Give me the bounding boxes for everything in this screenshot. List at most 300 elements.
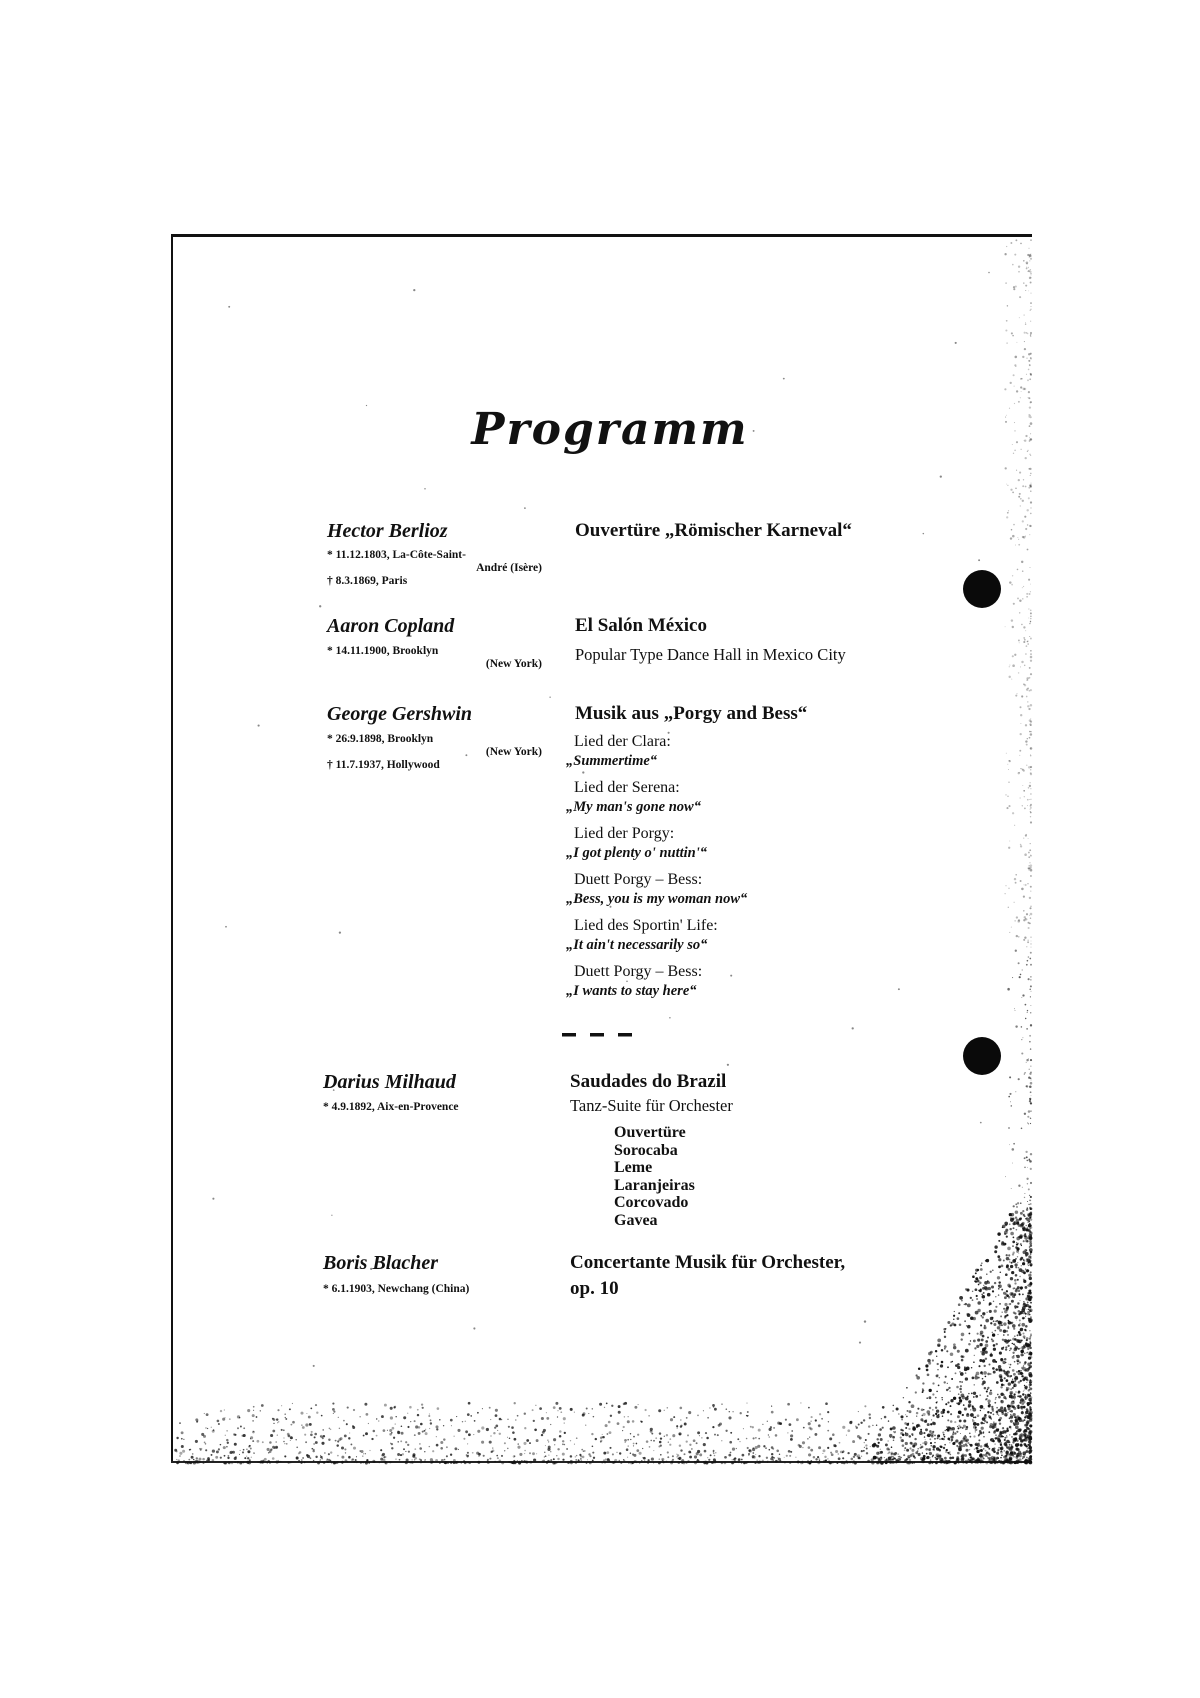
scan-speck xyxy=(1010,537,1012,539)
scan-speck xyxy=(1006,1254,1008,1256)
scan-speck xyxy=(1020,1348,1021,1349)
scan-speck xyxy=(686,1417,688,1419)
scan-speck xyxy=(959,1397,962,1400)
scan-speck xyxy=(952,1457,955,1460)
scan-speck xyxy=(647,1462,649,1464)
scan-speck xyxy=(328,1453,330,1455)
scan-speck xyxy=(424,1451,425,1452)
scan-speck xyxy=(929,1407,931,1409)
scan-speck xyxy=(1026,1304,1029,1307)
scan-speck xyxy=(492,1448,493,1449)
scan-speck xyxy=(973,1396,975,1398)
scan-speck xyxy=(1007,485,1008,486)
scan-speck xyxy=(1019,317,1020,318)
scan-speck xyxy=(960,1391,962,1393)
scan-speck xyxy=(609,1447,611,1449)
scan-speck xyxy=(1009,841,1010,842)
scan-speck xyxy=(296,1446,298,1448)
scan-speck xyxy=(1021,1289,1022,1290)
scan-speck xyxy=(968,1405,971,1408)
scan-speck xyxy=(1012,655,1014,657)
scan-speck xyxy=(1026,913,1028,915)
scan-speck xyxy=(1007,1339,1010,1342)
scan-speck xyxy=(776,1450,779,1453)
scan-speck xyxy=(1029,1413,1031,1415)
scan-speck xyxy=(645,1409,647,1411)
scan-speck xyxy=(1000,1272,1002,1274)
scan-speck xyxy=(592,1460,594,1462)
scan-speck xyxy=(1014,654,1016,656)
scan-speck xyxy=(422,1431,424,1433)
scan-speck xyxy=(237,1461,240,1464)
scan-speck xyxy=(1018,1391,1020,1393)
scan-speck xyxy=(424,1459,425,1460)
scan-speck xyxy=(608,1421,611,1424)
scan-speck xyxy=(514,1402,516,1404)
scan-speck xyxy=(957,1426,958,1427)
scan-speck xyxy=(313,1443,314,1444)
scan-speck xyxy=(940,475,942,477)
scan-speck xyxy=(1017,1302,1019,1304)
scan-speck xyxy=(941,1349,944,1352)
scan-speck xyxy=(1027,701,1028,702)
scan-speck xyxy=(859,1437,862,1440)
scan-speck xyxy=(397,1453,400,1456)
scan-speck xyxy=(923,1457,925,1459)
scan-speck xyxy=(401,1425,403,1427)
scan-speck xyxy=(1029,1384,1031,1386)
scan-speck xyxy=(771,1456,773,1458)
scan-speck xyxy=(1006,1379,1009,1382)
scan-speck xyxy=(944,1336,946,1338)
scan-speck xyxy=(229,1418,231,1420)
scan-speck xyxy=(1025,1388,1027,1390)
scan-speck xyxy=(1030,1118,1031,1119)
work-subtitle: Tanz-Suite für Orchester xyxy=(570,1096,733,1115)
scan-speck xyxy=(787,1432,788,1433)
scan-speck xyxy=(971,1393,973,1395)
scan-speck xyxy=(818,1446,821,1449)
scan-speck xyxy=(998,1365,1001,1368)
scan-speck xyxy=(922,1391,924,1393)
scan-speck xyxy=(980,1422,983,1425)
scan-speck xyxy=(1029,378,1031,380)
scan-speck xyxy=(955,1372,957,1374)
scan-speck xyxy=(999,1352,1002,1355)
scan-speck xyxy=(1025,1330,1026,1331)
scan-speck xyxy=(290,1440,291,1441)
scan-speck xyxy=(1028,978,1030,980)
scan-speck xyxy=(937,1374,938,1375)
scan-speck xyxy=(946,1428,948,1430)
scan-speck xyxy=(301,1459,303,1461)
scan-speck xyxy=(1027,805,1028,806)
scan-speck xyxy=(584,1450,585,1451)
scan-speck xyxy=(1016,1229,1018,1231)
scan-speck xyxy=(647,1459,649,1461)
scan-speck xyxy=(1027,1352,1029,1354)
work-title: Saudades do Brazil xyxy=(570,1071,727,1092)
scan-speck xyxy=(935,1350,937,1352)
scan-speck xyxy=(1015,488,1017,490)
scan-speck xyxy=(395,1458,396,1459)
scan-speck xyxy=(1014,1335,1016,1337)
scan-speck xyxy=(788,1450,791,1453)
scan-speck xyxy=(1024,1233,1026,1235)
scan-speck xyxy=(548,1446,551,1449)
scan-speck xyxy=(903,1462,904,1463)
scan-speck xyxy=(819,1413,821,1415)
scan-speck xyxy=(998,1288,1000,1290)
scan-speck xyxy=(436,1428,438,1430)
scan-speck xyxy=(953,1397,956,1400)
scan-speck xyxy=(777,1457,778,1458)
scan-speck xyxy=(828,1461,830,1463)
scan-speck xyxy=(992,1448,993,1449)
scan-speck xyxy=(1029,1425,1031,1427)
scan-speck xyxy=(548,1455,549,1456)
scan-speck xyxy=(1025,1411,1029,1415)
movement-item: Laranjeiras xyxy=(614,1176,695,1194)
scan-speck xyxy=(809,1436,810,1437)
scan-speck xyxy=(1007,305,1008,306)
scan-speck xyxy=(732,1459,733,1460)
scan-speck xyxy=(619,1460,621,1462)
scan-speck xyxy=(935,1397,937,1399)
scan-speck xyxy=(269,1462,270,1463)
scan-speck xyxy=(907,1410,909,1412)
scan-speck xyxy=(996,1436,999,1439)
scan-speck xyxy=(1024,1167,1025,1168)
scan-speck xyxy=(852,1027,854,1029)
scan-speck xyxy=(270,1449,272,1451)
scan-speck xyxy=(1030,1099,1031,1100)
scan-speck xyxy=(454,1447,457,1450)
scan-speck xyxy=(570,1408,573,1411)
scan-speck xyxy=(817,1456,819,1458)
scan-speck xyxy=(785,1419,787,1421)
scan-speck xyxy=(827,1430,829,1432)
scan-speck xyxy=(1030,273,1032,275)
scan-speck xyxy=(827,1447,829,1449)
scan-speck xyxy=(1022,1458,1023,1459)
scan-speck xyxy=(354,1461,356,1463)
scan-speck xyxy=(391,1447,393,1449)
scan-speck xyxy=(487,1459,489,1461)
scan-speck xyxy=(1022,1354,1024,1356)
scan-speck xyxy=(343,1420,345,1422)
scan-speck xyxy=(258,725,260,727)
scan-speck xyxy=(1028,956,1030,958)
scan-speck xyxy=(547,1460,550,1463)
scan-speck xyxy=(814,1433,817,1436)
scan-speck xyxy=(1018,1289,1021,1292)
scan-speck xyxy=(593,1416,595,1418)
scan-speck xyxy=(1031,1095,1032,1096)
scan-speck xyxy=(1027,549,1029,551)
scan-speck xyxy=(1016,1250,1019,1253)
scan-speck xyxy=(541,1417,544,1420)
scan-speck xyxy=(767,1421,768,1422)
scan-speck xyxy=(1014,386,1015,387)
scan-speck xyxy=(988,1287,991,1290)
scan-speck xyxy=(497,1430,498,1431)
scan-speck xyxy=(250,1448,252,1450)
scan-speck xyxy=(345,1452,346,1453)
life-line: * 11.12.1803, La-Côte-Saint- xyxy=(327,549,466,561)
scan-speck xyxy=(962,1356,965,1359)
scan-speck xyxy=(950,1324,952,1326)
scan-speck xyxy=(958,1303,961,1306)
scan-speck xyxy=(352,1425,354,1427)
scan-speck xyxy=(990,1354,993,1357)
scan-speck xyxy=(407,1444,409,1446)
scan-speck xyxy=(997,1394,999,1396)
scan-speck xyxy=(958,1448,962,1452)
scan-speck xyxy=(1009,1367,1011,1369)
scan-speck xyxy=(344,1435,347,1438)
scan-speck xyxy=(956,1456,959,1459)
scan-speck xyxy=(1029,1386,1030,1387)
scan-speck xyxy=(1024,1197,1025,1198)
scan-speck xyxy=(1007,1327,1009,1329)
scan-speck xyxy=(197,1420,198,1421)
scan-speck xyxy=(962,1427,964,1429)
scan-speck xyxy=(956,1386,959,1389)
scan-speck xyxy=(507,1448,509,1450)
scan-speck xyxy=(994,1245,997,1248)
scan-speck xyxy=(1030,1203,1031,1204)
scan-speck xyxy=(932,1382,934,1384)
scan-speck xyxy=(1012,1148,1015,1151)
scan-speck xyxy=(932,1456,933,1457)
scan-speck xyxy=(957,1366,960,1369)
scan-speck xyxy=(517,1446,520,1449)
scan-speck xyxy=(1020,974,1022,976)
scan-speck xyxy=(305,1423,308,1426)
scan-speck xyxy=(998,1240,1000,1242)
scan-speck xyxy=(593,1457,595,1459)
scan-speck xyxy=(870,1446,871,1447)
scan-speck xyxy=(1008,1127,1010,1129)
scan-speck xyxy=(1013,1205,1015,1207)
scan-speck xyxy=(1016,1461,1019,1464)
scan-speck xyxy=(1026,1450,1028,1452)
scan-speck xyxy=(1030,952,1032,954)
scan-speck xyxy=(1025,322,1026,323)
scan-speck xyxy=(1009,1093,1011,1095)
scan-speck xyxy=(395,1424,396,1425)
scan-speck xyxy=(987,1337,989,1339)
scan-speck xyxy=(524,1453,525,1454)
scan-speck xyxy=(272,1457,275,1460)
scan-speck xyxy=(1030,1102,1032,1104)
scan-speck xyxy=(272,1430,275,1433)
scan-speck xyxy=(418,1432,421,1435)
scan-speck xyxy=(507,1437,508,1438)
scan-speck xyxy=(511,1462,513,1464)
scan-speck xyxy=(1020,386,1022,388)
scan-speck xyxy=(1025,884,1027,886)
scan-speck xyxy=(909,1447,911,1449)
scan-speck xyxy=(864,1442,865,1443)
scan-speck xyxy=(880,1451,883,1454)
scan-speck xyxy=(902,1429,904,1431)
scan-speck xyxy=(289,1408,291,1410)
scan-speck xyxy=(1020,845,1022,847)
scan-speck xyxy=(252,1414,255,1417)
scan-speck xyxy=(1014,1287,1016,1289)
scan-speck xyxy=(636,1443,638,1445)
punch-hole-bottom xyxy=(963,1037,1001,1075)
scan-speck xyxy=(249,1459,251,1461)
scan-speck xyxy=(395,1416,396,1417)
scan-speck xyxy=(1029,485,1031,487)
scan-speck xyxy=(417,1409,419,1411)
scan-speck xyxy=(1010,1348,1012,1350)
scan-speck xyxy=(1022,485,1024,487)
scan-speck xyxy=(989,1457,993,1461)
composer-dates xyxy=(327,549,542,588)
scan-speck xyxy=(1023,1260,1025,1262)
scan-speck xyxy=(1028,1265,1029,1266)
scan-speck xyxy=(1022,1349,1023,1350)
scan-speck xyxy=(1029,254,1032,257)
scan-speck xyxy=(997,1232,1000,1235)
scan-speck xyxy=(287,1461,289,1463)
scan-speck xyxy=(1030,718,1031,719)
scan-speck xyxy=(1022,1294,1024,1296)
scan-speck xyxy=(962,1444,965,1447)
scan-speck xyxy=(283,1437,284,1438)
scan-speck xyxy=(1029,1207,1031,1209)
scan-speck xyxy=(937,1434,940,1437)
scan-speck xyxy=(178,1459,180,1461)
scan-speck xyxy=(670,1418,673,1421)
scan-speck xyxy=(369,1450,370,1451)
scan-speck xyxy=(965,1440,967,1442)
scan-speck xyxy=(1015,1425,1019,1429)
scan-speck xyxy=(650,1440,651,1441)
scan-speck xyxy=(501,1461,504,1464)
scan-speck xyxy=(699,1435,700,1436)
scan-speck xyxy=(1028,618,1029,619)
scan-speck xyxy=(1030,1362,1032,1364)
scan-speck xyxy=(961,1396,965,1400)
scan-speck xyxy=(315,1441,318,1444)
scan-speck xyxy=(992,1359,996,1363)
scan-speck xyxy=(514,1455,515,1456)
scan-speck xyxy=(1001,1289,1003,1291)
scan-speck xyxy=(321,1442,324,1445)
scan-speck xyxy=(711,1461,714,1464)
scan-speck xyxy=(1030,854,1031,855)
scan-speck xyxy=(1012,1324,1016,1328)
scan-speck xyxy=(836,1462,838,1464)
scan-speck xyxy=(1007,1334,1009,1336)
scan-speck xyxy=(1012,1217,1015,1220)
scan-speck xyxy=(1030,653,1032,655)
scan-speck xyxy=(604,1461,606,1463)
scan-speck xyxy=(1011,1105,1013,1107)
scan-speck xyxy=(1030,875,1031,876)
scan-speck xyxy=(779,1454,780,1455)
scan-speck xyxy=(1030,1333,1032,1335)
scan-speck xyxy=(982,1287,985,1290)
scan-speck xyxy=(991,1317,993,1319)
scan-speck xyxy=(465,1421,466,1422)
scan-speck xyxy=(1029,1100,1031,1102)
scan-speck xyxy=(192,1453,194,1455)
scan-speck xyxy=(437,1407,440,1410)
scan-speck xyxy=(1031,1079,1032,1080)
scan-speck xyxy=(1007,1462,1009,1464)
scan-speck xyxy=(1000,1315,1002,1317)
scan-speck xyxy=(1030,1388,1033,1391)
scan-speck xyxy=(999,1303,1001,1305)
scan-speck xyxy=(823,1449,826,1452)
scan-speck xyxy=(410,1462,411,1463)
scan-speck xyxy=(729,1441,732,1444)
scan-speck xyxy=(959,1371,960,1372)
scan-speck xyxy=(446,1455,448,1457)
scan-speck xyxy=(339,1428,340,1429)
scan-speck xyxy=(335,1440,337,1442)
scan-speck xyxy=(1001,1311,1002,1312)
scan-speck xyxy=(666,1434,668,1436)
scan-speck xyxy=(1026,1209,1028,1211)
scan-speck xyxy=(373,1461,376,1464)
scan-speck xyxy=(599,1403,602,1406)
scan-speck xyxy=(969,1432,971,1434)
scan-speck xyxy=(205,1443,206,1444)
scan-speck xyxy=(277,1422,278,1423)
scan-speck xyxy=(1019,1319,1021,1321)
scan-speck xyxy=(576,1455,577,1456)
scan-speck xyxy=(1018,936,1020,938)
scan-speck xyxy=(1029,1408,1030,1409)
scan-speck xyxy=(978,559,980,561)
scan-speck xyxy=(959,1388,962,1391)
scan-speck xyxy=(858,1424,860,1426)
scan-speck xyxy=(1027,1415,1029,1417)
scan-speck xyxy=(954,1324,957,1327)
scan-speck xyxy=(1009,1259,1010,1260)
scan-speck xyxy=(1000,1393,1003,1396)
scan-speck xyxy=(1023,260,1025,262)
scan-speck xyxy=(1026,1028,1028,1030)
scan-speck xyxy=(1030,755,1031,756)
scan-speck xyxy=(822,1453,823,1454)
scan-speck xyxy=(987,1373,990,1376)
scan-speck xyxy=(385,1462,388,1465)
composer-dates xyxy=(327,645,542,671)
scan-speck xyxy=(588,1453,590,1455)
scan-speck xyxy=(1009,1417,1011,1419)
scan-speck xyxy=(1014,1361,1016,1363)
scan-speck xyxy=(904,1449,906,1451)
scan-speck xyxy=(1030,491,1031,492)
scan-speck xyxy=(916,1376,920,1380)
scan-speck xyxy=(1008,782,1009,783)
scan-speck xyxy=(292,1421,295,1424)
scan-speck xyxy=(752,1455,755,1458)
scan-speck xyxy=(1026,1160,1028,1162)
scan-speck xyxy=(470,1415,472,1417)
scan-speck xyxy=(1005,626,1006,627)
scan-speck xyxy=(1008,510,1009,511)
scan-speck xyxy=(515,1419,516,1420)
